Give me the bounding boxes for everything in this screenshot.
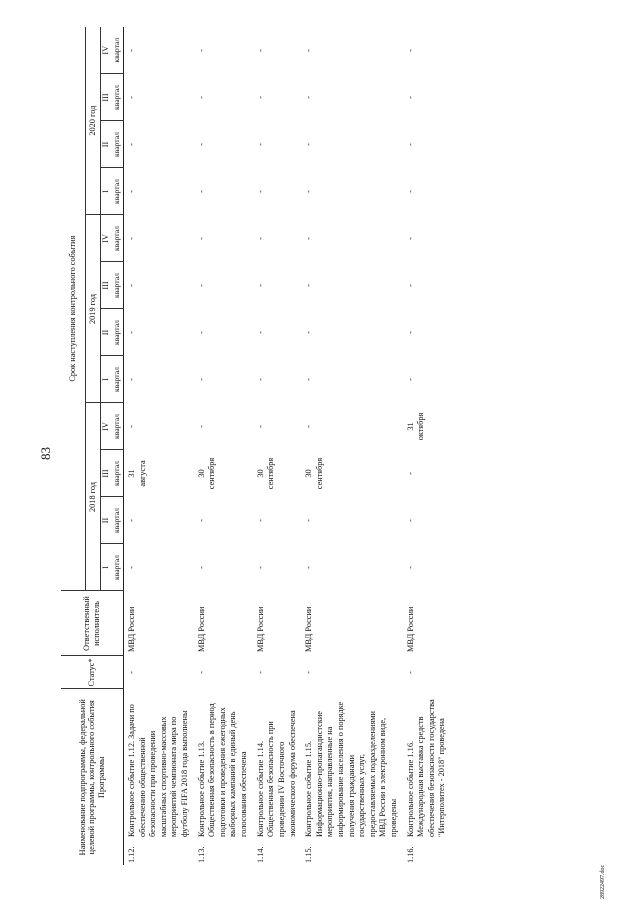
quarter-cell	[124, 262, 194, 309]
quarter-cell	[301, 27, 402, 74]
quarter-value: -	[196, 49, 206, 52]
quarter-value: -	[255, 143, 265, 146]
quarter-value: -	[196, 378, 206, 381]
quarter-value: -	[127, 284, 136, 287]
quarter-value: -	[304, 378, 314, 381]
header-name: Наименование подпрограммы, федеральной целевой программы, контрольного события Программы	[77, 699, 106, 856]
quarter-value: -	[127, 519, 136, 522]
quarter-value: -	[405, 331, 415, 334]
quarter-cell	[194, 121, 253, 168]
responsible-executor: МВД России	[304, 606, 314, 652]
quarter-value: -	[304, 190, 314, 193]
quarter-cell	[301, 168, 402, 215]
quarter-cell	[301, 403, 402, 450]
quarter-cell	[301, 356, 402, 403]
header-quarter-number: I	[101, 544, 112, 591]
quarter-cell	[194, 27, 253, 74]
quarter-value: -	[127, 190, 136, 193]
table-row	[194, 27, 253, 865]
quarter-value: -	[255, 49, 265, 52]
quarter-value: -	[255, 237, 265, 240]
quarter-cell	[301, 215, 402, 262]
header-status: Статус*	[61, 656, 124, 689]
event-name: Контрольное событие 1.14. Общественная безопасность при проведении IV Восточного экономического форума обеспечена	[255, 710, 297, 837]
quarter-value: -	[127, 378, 136, 381]
quarter-value: 31 августа	[127, 460, 147, 487]
quarter-cell	[124, 215, 194, 262]
quarter-cell	[253, 403, 301, 450]
quarter-cell	[194, 168, 253, 215]
header-quarter-word: квартал	[111, 450, 124, 497]
responsible-executor: МВД России	[255, 606, 265, 652]
table-row	[253, 27, 301, 865]
row-number: 1.15.	[304, 846, 314, 863]
header-quarter-word: квартал	[111, 215, 124, 262]
header-term: Срок наступления контрольного события	[61, 27, 86, 591]
quarter-cell	[403, 544, 451, 591]
quarter-cell	[124, 450, 194, 497]
quarter-cell	[194, 544, 253, 591]
header-quarter-word: квартал	[111, 356, 124, 403]
quarter-cell	[253, 168, 301, 215]
quarter-value: -	[405, 96, 415, 99]
event-name: Контрольное событие 1.15. Информационно-пропагандистские мероприятия, направленные на информирование населения о порядке получения гражданами государственных услуг, предоставляемых подразделениями МВД России в электронном виде, проведены	[304, 701, 399, 837]
row-status: -	[196, 671, 206, 674]
header-quarter-word: квартал	[111, 497, 124, 544]
responsible-executor: МВД России	[196, 606, 206, 652]
quarter-cell	[253, 121, 301, 168]
quarter-value: -	[405, 143, 415, 146]
quarter-cell	[124, 497, 194, 544]
quarter-value: 30 сентября	[196, 457, 217, 490]
quarter-cell	[301, 121, 402, 168]
quarter-cell	[301, 544, 402, 591]
header-quarter-word: квартал	[111, 544, 124, 591]
quarter-cell	[194, 262, 253, 309]
quarter-value: -	[405, 472, 415, 475]
row-number: 1.16.	[405, 846, 415, 863]
quarter-cell	[253, 544, 301, 591]
quarter-value: -	[255, 519, 265, 522]
quarter-cell	[403, 309, 451, 356]
quarter-value: -	[196, 143, 206, 146]
quarter-cell	[403, 168, 451, 215]
quarter-cell	[403, 450, 451, 497]
quarter-value: -	[196, 566, 206, 569]
quarter-cell	[253, 262, 301, 309]
table-row	[124, 27, 194, 865]
quarter-cell	[124, 168, 194, 215]
quarter-value: -	[196, 237, 206, 240]
header-quarter-word: квартал	[111, 262, 124, 309]
header-quarter-word: квартал	[111, 74, 124, 121]
quarter-cell	[194, 309, 253, 356]
header-quarter-number: III	[101, 450, 112, 497]
quarter-cell	[194, 74, 253, 121]
quarter-value: -	[127, 96, 136, 99]
row-status: -	[255, 671, 265, 674]
event-name: Контрольное событие 1.13. Общественная безопасность в период подготовки и проведения ежегодных выборных кампаний в единый день голосования обеспечена	[196, 703, 249, 837]
quarter-value: -	[196, 425, 206, 428]
quarter-cell	[403, 74, 451, 121]
quarter-value: -	[127, 566, 136, 569]
quarter-value: -	[304, 237, 314, 240]
quarter-value: 31 октября	[405, 412, 426, 441]
quarter-value: -	[127, 143, 136, 146]
quarter-value: -	[304, 143, 314, 146]
quarter-value: -	[255, 331, 265, 334]
quarter-value: -	[255, 284, 265, 287]
quarter-value: -	[127, 331, 136, 334]
quarter-value: -	[405, 49, 415, 52]
quarter-value: -	[127, 49, 136, 52]
document-code: 28922497.doc	[600, 864, 606, 899]
quarter-value: -	[196, 519, 206, 522]
quarter-value: -	[127, 237, 136, 240]
quarter-value: -	[196, 284, 206, 287]
row-status: -	[304, 671, 314, 674]
quarter-value: -	[304, 519, 314, 522]
quarter-value: -	[405, 519, 415, 522]
header-quarter-word: квартал	[111, 309, 124, 356]
quarter-value: -	[304, 49, 314, 52]
table-row	[403, 27, 451, 865]
quarter-cell	[194, 215, 253, 262]
quarter-value: -	[127, 425, 136, 428]
quarter-cell	[124, 356, 194, 403]
quarter-value: -	[304, 96, 314, 99]
quarter-cell	[124, 544, 194, 591]
quarter-value: -	[196, 96, 206, 99]
row-number: 1.13.	[196, 846, 206, 863]
quarter-cell	[301, 74, 402, 121]
header-quarter-number: IV	[101, 27, 112, 74]
header-quarter-number: III	[101, 262, 112, 309]
quarter-cell	[194, 403, 253, 450]
quarter-cell	[253, 74, 301, 121]
quarter-cell	[253, 27, 301, 74]
header-quarter-number: IV	[101, 403, 112, 450]
quarter-cell	[194, 356, 253, 403]
quarter-value: -	[405, 190, 415, 193]
quarter-value: -	[255, 190, 265, 193]
quarter-value: -	[405, 284, 415, 287]
header-quarter-number: III	[101, 74, 112, 121]
header-quarter-word: квартал	[111, 27, 124, 74]
quarter-cell	[124, 121, 194, 168]
responsible-executor: МВД России	[127, 606, 136, 652]
quarter-cell	[194, 450, 253, 497]
quarter-cell	[403, 262, 451, 309]
row-number: 1.14.	[255, 846, 265, 863]
header-quarter-number: I	[101, 356, 112, 403]
header-quarter-word: квартал	[111, 121, 124, 168]
quarter-value: -	[405, 378, 415, 381]
header-year-2020: 2020 год	[86, 27, 101, 215]
header-quarter-number: IV	[101, 215, 112, 262]
quarter-cell	[124, 403, 194, 450]
quarter-cell	[301, 262, 402, 309]
quarter-value: -	[304, 331, 314, 334]
quarter-cell	[403, 403, 451, 450]
table-row	[301, 27, 402, 865]
quarter-value: -	[255, 378, 265, 381]
event-name: Контрольное событие 1.12. Задачи по обеспечению общественной безопасности при проведении масштабных спортивно-массовых мероприятий чемпионата мира по футболу FIFA 2018 года выполнены	[127, 704, 190, 837]
quarter-cell	[253, 356, 301, 403]
quarter-cell	[301, 309, 402, 356]
quarter-value: -	[304, 284, 314, 287]
quarter-cell	[253, 215, 301, 262]
header-year-2018: 2018 год	[86, 403, 101, 591]
quarter-cell	[253, 309, 301, 356]
quarter-cell	[253, 497, 301, 544]
header-quarter-number: II	[101, 121, 112, 168]
quarter-cell	[403, 121, 451, 168]
header-quarter-number: I	[101, 168, 112, 215]
quarter-cell	[124, 74, 194, 121]
quarter-cell	[403, 27, 451, 74]
quarter-cell	[301, 497, 402, 544]
quarter-value: -	[405, 566, 415, 569]
quarter-cell	[194, 497, 253, 544]
quarter-value: -	[304, 566, 314, 569]
quarter-cell	[124, 27, 194, 74]
quarter-cell	[301, 450, 402, 497]
quarter-cell	[403, 497, 451, 544]
header-quarter-word: квартал	[111, 168, 124, 215]
quarter-cell	[403, 215, 451, 262]
quarter-cell	[253, 450, 301, 497]
quarter-value: -	[405, 237, 415, 240]
header-quarter-number: II	[101, 497, 112, 544]
quarter-value: -	[255, 96, 265, 99]
quarter-value: 30 сентября	[255, 457, 276, 490]
header-year-2019: 2019 год	[86, 215, 101, 403]
event-name: Контрольное событие 1.16. Международная выставка средств обеспечения безопасности государства "Интерполитех - 2018" проведена	[405, 699, 447, 837]
row-status: -	[127, 671, 136, 674]
header-quarter-number: II	[101, 309, 112, 356]
row-number: 1.12.	[127, 846, 136, 863]
row-status: -	[405, 671, 415, 674]
header-exec: Ответственный исполнитель	[61, 591, 124, 656]
header-quarter-word: квартал	[111, 403, 124, 450]
responsible-executor: МВД России	[405, 606, 415, 652]
quarter-cell	[124, 309, 194, 356]
quarter-value: 30 сентября	[304, 457, 324, 490]
control-events-table	[61, 27, 451, 865]
quarter-cell	[403, 356, 451, 403]
quarter-value: -	[196, 190, 206, 193]
page-number: 83	[38, 447, 53, 460]
quarter-value: -	[255, 425, 265, 428]
quarter-value: -	[304, 425, 314, 428]
quarter-value: -	[196, 331, 206, 334]
quarter-value: -	[255, 566, 265, 569]
